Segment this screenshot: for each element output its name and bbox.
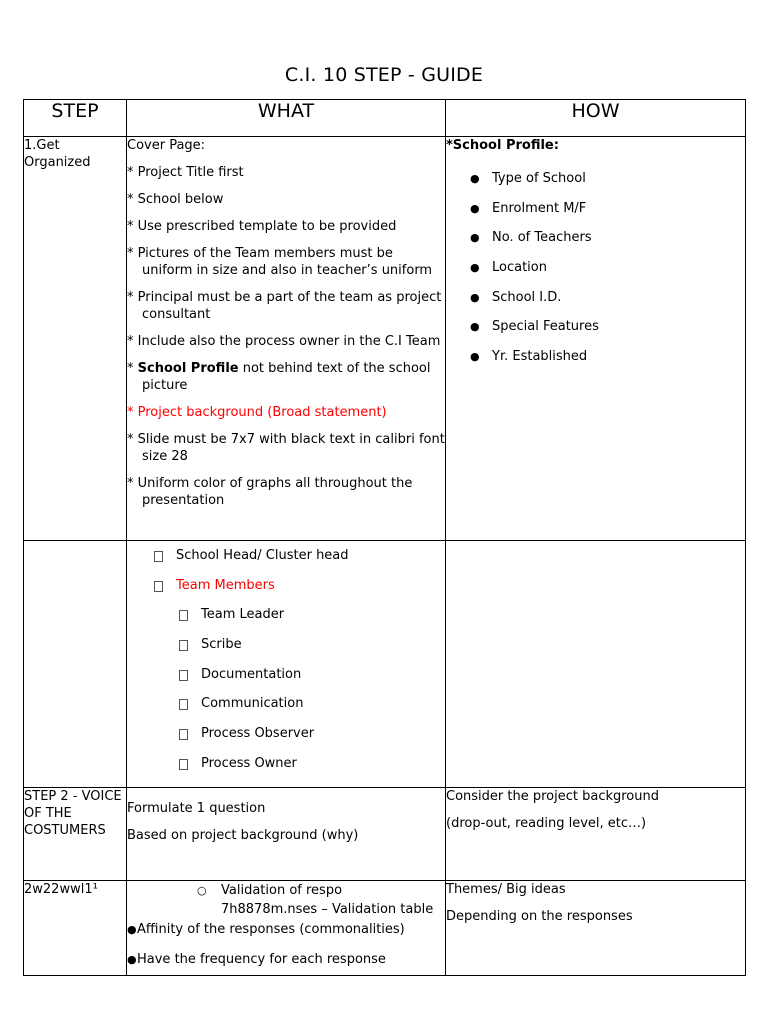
checkbox-square-icon — [179, 699, 188, 710]
checkbox-square-icon — [179, 759, 188, 770]
header-row — [24, 100, 746, 137]
checkbox-square-icon — [179, 610, 188, 621]
paragraph: Based on project background (why) — [127, 828, 359, 843]
list-item: * Uniform color of graphs all throughout the presentation — [127, 476, 413, 508]
circle-bullet-icon: ○ — [197, 884, 207, 897]
how-cell — [446, 541, 746, 788]
list-item-project-background: * Project background (Broad statement) — [127, 405, 387, 420]
list-item-label: Affinity of the responses (commonalities) — [137, 922, 405, 937]
what-cell — [127, 881, 446, 976]
how-cell — [446, 788, 746, 881]
list-item — [127, 725, 445, 755]
header-how: HOW — [446, 100, 746, 137]
list-item-label: Type of School — [492, 171, 586, 186]
paragraph: (drop-out, reading level, etc…) — [446, 816, 647, 831]
bullet-icon: ● — [127, 953, 137, 966]
school-profile-rest: not behind text of the school picture — [142, 361, 431, 393]
checkbox-square-icon — [179, 640, 188, 651]
list-item — [127, 606, 445, 636]
how-cell — [446, 137, 746, 541]
list-item-label: Communication — [201, 696, 304, 712]
list-item: * Principal must be a part of the team as project consultant — [127, 290, 442, 322]
paragraph: Formulate 1 question — [127, 801, 266, 816]
list-item-label: Yr. Established — [492, 349, 588, 365]
step-label: 2w22wwl1¹ — [24, 882, 98, 897]
checkbox-square-icon — [179, 729, 188, 740]
list-item — [127, 636, 445, 666]
school-profile-bold: School Profile — [137, 361, 239, 376]
step-label: 1.Get Organized — [24, 138, 91, 170]
table-row — [24, 788, 746, 881]
bullet-icon: ● — [470, 290, 480, 304]
table-row — [24, 541, 746, 788]
list-item-school-profile — [127, 360, 445, 394]
list-item — [127, 577, 445, 607]
bullet-icon: ● — [470, 172, 480, 185]
page-title: C.I. 10 STEP - GUIDE — [284, 64, 484, 86]
how-cell — [446, 881, 746, 976]
list-item — [446, 229, 745, 259]
list-item-label: Scribe — [201, 637, 242, 653]
list-item — [127, 921, 445, 938]
paragraph: Consider the project background — [446, 789, 659, 804]
list-item-label: Documentation — [201, 666, 302, 682]
list-item — [127, 755, 445, 785]
checkbox-square-icon — [154, 551, 163, 562]
bullet-icon: ● — [127, 923, 137, 936]
list-item: * Slide must be 7x7 with black text in calibri font size 28 — [127, 432, 445, 464]
what-cell — [127, 541, 446, 788]
checkbox-square-icon — [179, 670, 188, 681]
bullet-icon: ● — [470, 231, 480, 245]
step-cell — [24, 137, 127, 541]
list-item-label: Validation of respo — [221, 883, 343, 898]
list-item — [127, 695, 445, 725]
paragraph: Depending on the responses — [446, 909, 633, 924]
bullet-icon: ● — [470, 201, 480, 215]
bullet-icon: ● — [470, 320, 480, 334]
list-item-label: Enrolment M/F — [492, 200, 587, 216]
what-cell — [127, 137, 446, 541]
list-item: * Project Title first — [127, 165, 244, 180]
list-item — [127, 547, 445, 577]
guide-table — [23, 99, 746, 976]
bullet-icon: ● — [470, 350, 480, 364]
list-item-label: Location — [492, 260, 547, 276]
step-cell — [24, 881, 127, 976]
list-item: * Pictures of the Team members must be uniform in size and also in teacher’s uniform — [127, 246, 433, 278]
list-item-label: No. of Teachers — [492, 230, 592, 246]
what-cell — [127, 788, 446, 881]
list-item-label: Process Owner — [201, 755, 297, 771]
cover-page-label: Cover Page: — [127, 138, 206, 153]
list-item-label: Have the frequency for each response — [137, 952, 386, 967]
list-item-label: Special Features — [492, 319, 599, 335]
list-item — [446, 170, 745, 200]
list-item — [127, 881, 445, 919]
bullet-icon: ● — [470, 261, 480, 275]
step-label: STEP 2 - VOICE OF THE COSTUMERS — [24, 789, 122, 838]
list-item-label: Team Leader — [201, 607, 285, 623]
list-item-label: Team Members — [176, 577, 275, 593]
school-profile-list — [446, 170, 745, 378]
list-item-label: 7h8878m.nses – Validation table — [221, 902, 434, 917]
list-item-label: School I.D. — [492, 289, 562, 305]
list-item-label: Process Observer — [201, 726, 315, 742]
list-item: * School below — [127, 192, 224, 207]
list-item: * Include also the process owner in the C.I Team — [127, 334, 441, 349]
star-mark: * — [127, 361, 138, 376]
list-item — [446, 348, 745, 378]
checkbox-square-icon — [154, 581, 163, 592]
list-item — [446, 259, 745, 289]
header-what: WHAT — [127, 100, 446, 137]
list-item — [127, 951, 445, 968]
list-item-label: School Head/ Cluster head — [176, 548, 349, 563]
table-row — [24, 881, 746, 976]
step-cell — [24, 541, 127, 788]
header-step: STEP — [24, 100, 127, 137]
team-list — [127, 541, 445, 785]
list-item: * Use prescribed template to be provided — [127, 219, 397, 234]
list-item — [446, 318, 745, 348]
paragraph: Themes/ Big ideas — [446, 882, 566, 897]
table-row — [24, 137, 746, 541]
step-cell — [24, 788, 127, 881]
list-item — [446, 200, 745, 230]
list-item — [446, 289, 745, 319]
school-profile-heading: *School Profile: — [446, 138, 559, 153]
list-item — [127, 666, 445, 696]
